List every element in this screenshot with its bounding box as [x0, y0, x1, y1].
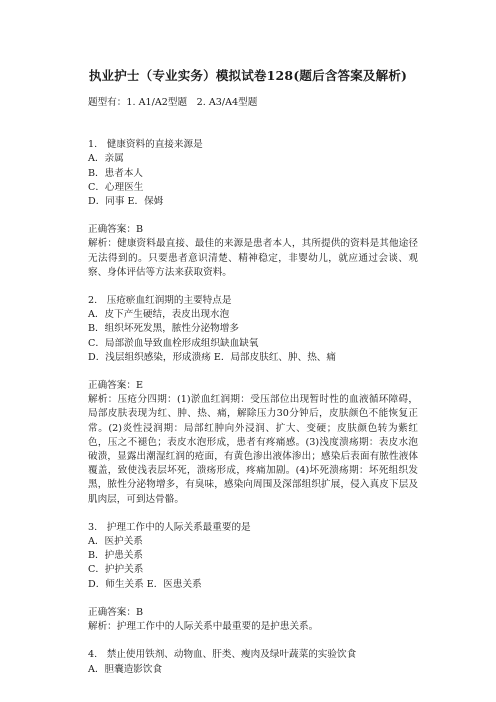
option: C．护护关系 [88, 564, 144, 576]
question-block [88, 294, 418, 507]
analysis: 解析：健康资料最直接、最佳的来源是患者本人，其所提供的资料是其他途径无法得到的。只要患者意识清楚、精神稳定，非婴幼儿，就应通过会谈、观察、身体评估等方法来获取资料。 [88, 238, 418, 278]
option: C．局部淤血导致血栓形成组织缺血缺氧 [88, 337, 259, 349]
question-stem: 2. 压疮瘀血红润期的主要特点是 [88, 295, 232, 307]
answer: 正确答案：B [88, 224, 144, 236]
question-block [88, 521, 418, 634]
answer: 正确答案：B [88, 606, 144, 618]
option: B．护患关系 [88, 550, 144, 562]
option: A．皮下产生硬结，表皮出现水泡 [88, 309, 230, 321]
page-title: 执业护士（专业实务）模拟试卷128(题后含答案及解析) [88, 68, 408, 83]
option: D．师生关系 E．医患关系 [88, 578, 202, 590]
option: B．患者本人 [88, 167, 144, 179]
question-block [88, 138, 418, 280]
document-body [88, 96, 418, 677]
question-stem: 1. 健康资料的直接来源是 [88, 139, 203, 151]
option: D．同事 E．保姆 [88, 196, 164, 208]
question-stem: 4. 禁止使用铁剂、动物血、肝类、瘦肉及绿叶蔬菜的实验饮食 [88, 649, 357, 661]
analysis: 解析：压疮分四期：(1)淤血红润期：受压部位出现暂时性的血液循环障碍，局部皮肤表现为红、肿、热、痛，解除压力30分钟后，皮肤颜色不能恢复正常。(2)炎性浸润期：局部红肿向外浸润、扩大、变硬；皮肤颜色转为紫红色，压之不褪色；表皮水泡形成，患者有疼痛感。(3)浅度溃疡期：表皮水泡破溃，显露出潮湿红润的疮面，有黄色渗出液体渗出；感染后表面有脓性液体覆盖，致使浅表层坏死，溃疡形成，疼痛加剧。(4)坏死溃疡期：坏死组织发黑，脓性分泌物增多，有臭味，感染向周围及深部组织扩展，侵入真皮下层及肌肉层，可到达骨骼。 [88, 394, 418, 505]
option: C．心理医生 [88, 181, 144, 193]
option: B．组织坏死发黑，脓性分泌物增多 [88, 323, 239, 335]
question-types: 题型有：1. A1/A2型题 2. A3/A4型题 [88, 97, 258, 108]
option: A．亲属 [88, 153, 124, 165]
option: D．浅层组织感染，形成溃疡 E．局部皮肤红、肿、热、痛 [88, 351, 336, 363]
question-block [88, 648, 418, 676]
option: A．胆囊造影饮食 [88, 663, 163, 675]
analysis: 解析：护理工作中的人际关系中最重要的是护患关系。 [88, 621, 319, 633]
answer: 正确答案：E [88, 380, 143, 392]
question-stem: 3. 护理工作中的人际关系最重要的是 [88, 521, 251, 533]
option: A．医护关系 [88, 536, 143, 548]
